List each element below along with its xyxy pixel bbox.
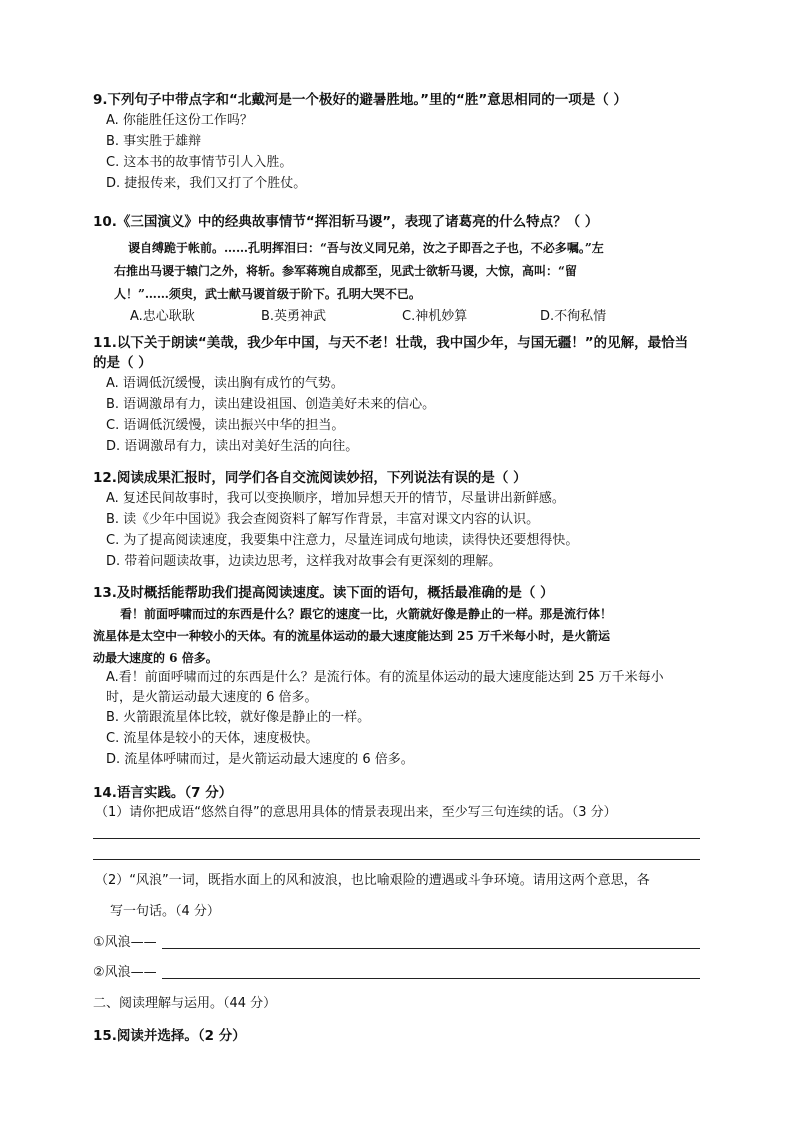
- q13-stem: 13.及时概括能帮助我们提高阅读速度。读下面的语句，概括最准确的是（ ）: [93, 585, 554, 601]
- q10-passage-line-3: 人！”……须臾，武士献马谡首级于阶下。孔明大哭不已。: [114, 287, 421, 301]
- q13-passage-line-1: 看！前面呼啸而过的东西是什么？跟它的速度一比，火箭就好像是静止的一样。那是流行体！: [120, 607, 613, 621]
- q10-stem: 10.《三国演义》中的经典故事情节“挥泪斩马谡”，表现了诸葛亮的什么特点？（ ）: [93, 214, 599, 230]
- q14-part-2-line-1: （2）“风浪”一词，既指水面上的风和波浪，也比喻艰险的遭遇或斗争环境。请用这两个意思，各: [95, 873, 650, 888]
- q11-option-a: A. 语调低沉缓慢，读出胸有成竹的气势。: [106, 376, 344, 391]
- answer-line-2[interactable]: [93, 859, 700, 860]
- q13-option-a-line-2: 时，是火箭运动最大速度的 6 倍多。: [106, 690, 318, 705]
- q9-option-c: C. 这本书的故事情节引人入胜。: [106, 155, 293, 170]
- q9-stem: 9.下列句子中带点字和“北戴河是一个极好的避暑胜地。”里的“胜”意思相同的一项是（ ）: [93, 92, 627, 108]
- q14-part-2-line-2: 写一句话。（4 分）: [110, 904, 220, 919]
- q9-option-a: A. 你能胜任这份工作吗？: [106, 113, 253, 128]
- q10-passage-line-1: 谡自缚跪于帐前。……孔明挥泪曰：“吾与汝义同兄弟，汝之子即吾之子也，不必多嘱。”左: [128, 241, 604, 255]
- q10-option-b: B.英勇神武: [261, 309, 327, 324]
- q15-stem: 15.阅读并选择。（2 分）: [93, 1028, 246, 1044]
- q11-stem-line-1: 11.以下关于朗读“美哉，我少年中国，与天不老！壮哉，我中国少年，与国无疆！”的见解，最恰当: [93, 335, 689, 351]
- q9-option-b: B. 事实胜于雄辩: [106, 134, 202, 149]
- q9-option-d: D. 捷报传来，我们又打了个胜仗。: [106, 176, 307, 191]
- q11-option-b: B. 语调激昂有力，读出建设祖国、创造美好未来的信心。: [106, 397, 436, 412]
- section-2-heading: 二、阅读理解与运用。（44 分）: [93, 996, 277, 1011]
- q13-option-a-line-1: A.看！前面呼啸而过的东西是什么？是流行体。有的流星体运动的最大速度能达到 25 万千米每小: [106, 670, 664, 685]
- q13-passage-line-2: 流星体是太空中一种较小的天体。有的流星体运动的最大速度能达到 25 万千米每小时，是火箭运: [93, 629, 611, 643]
- q10-option-d: D.不徇私情: [540, 309, 607, 324]
- q11-stem-line-2: 的是（ ）: [93, 355, 152, 371]
- q13-passage-line-3: 动最大速度的 6 倍多。: [93, 651, 218, 665]
- q10-passage-line-2: 右推出马谡于辕门之外，将斩。参军蒋琬自成都至，见武士欲斩马谡，大惊，高叫：“留: [114, 264, 577, 278]
- q10-option-c: C.神机妙算: [402, 309, 468, 324]
- q12-stem: 12.阅读成果汇报时，同学们各自交流阅读妙招，下列说法有误的是（ ）: [93, 470, 527, 486]
- q10-option-a: A.忠心耿耿: [130, 309, 195, 324]
- q14-stem: 14.语言实践。（7 分）: [93, 785, 233, 801]
- q11-option-c: C. 语调低沉缓慢，读出振兴中华的担当。: [106, 418, 345, 433]
- q13-option-b: B. 火箭跟流星体比较，就好像是静止的一样。: [106, 710, 371, 725]
- answer-line-1[interactable]: [93, 838, 700, 839]
- q14-blank-2-label: ②风浪——: [93, 965, 157, 980]
- q11-option-d: D. 语调激昂有力，读出对美好生活的向往。: [106, 439, 359, 454]
- q12-option-c: C. 为了提高阅读速度，我要集中注意力，尽量连词成句地读，读得快还要想得快。: [106, 533, 579, 548]
- q13-option-c: C. 流星体是较小的天体，速度极快。: [106, 731, 319, 746]
- q12-option-b: B. 读《少年中国说》我会查阅资料了解写作背景，丰富对课文内容的认识。: [106, 512, 540, 527]
- q14-blank-1-line[interactable]: [162, 948, 700, 949]
- q14-part-1: （1）请你把成语“悠然自得”的意思用具体的情景表现出来，至少写三句连续的话。（3 分）: [95, 805, 617, 820]
- q12-option-d: D. 带着问题读故事，边读边思考，这样我对故事会有更深刻的理解。: [106, 554, 502, 569]
- q14-blank-1-label: ①风浪——: [93, 935, 157, 950]
- q14-blank-2-line[interactable]: [162, 978, 700, 979]
- q12-option-a: A. 复述民间故事时，我可以变换顺序，增加异想天开的情节，尽量讲出新鲜感。: [106, 491, 565, 506]
- q13-option-d: D. 流星体呼啸而过，是火箭运动最大速度的 6 倍多。: [106, 752, 414, 767]
